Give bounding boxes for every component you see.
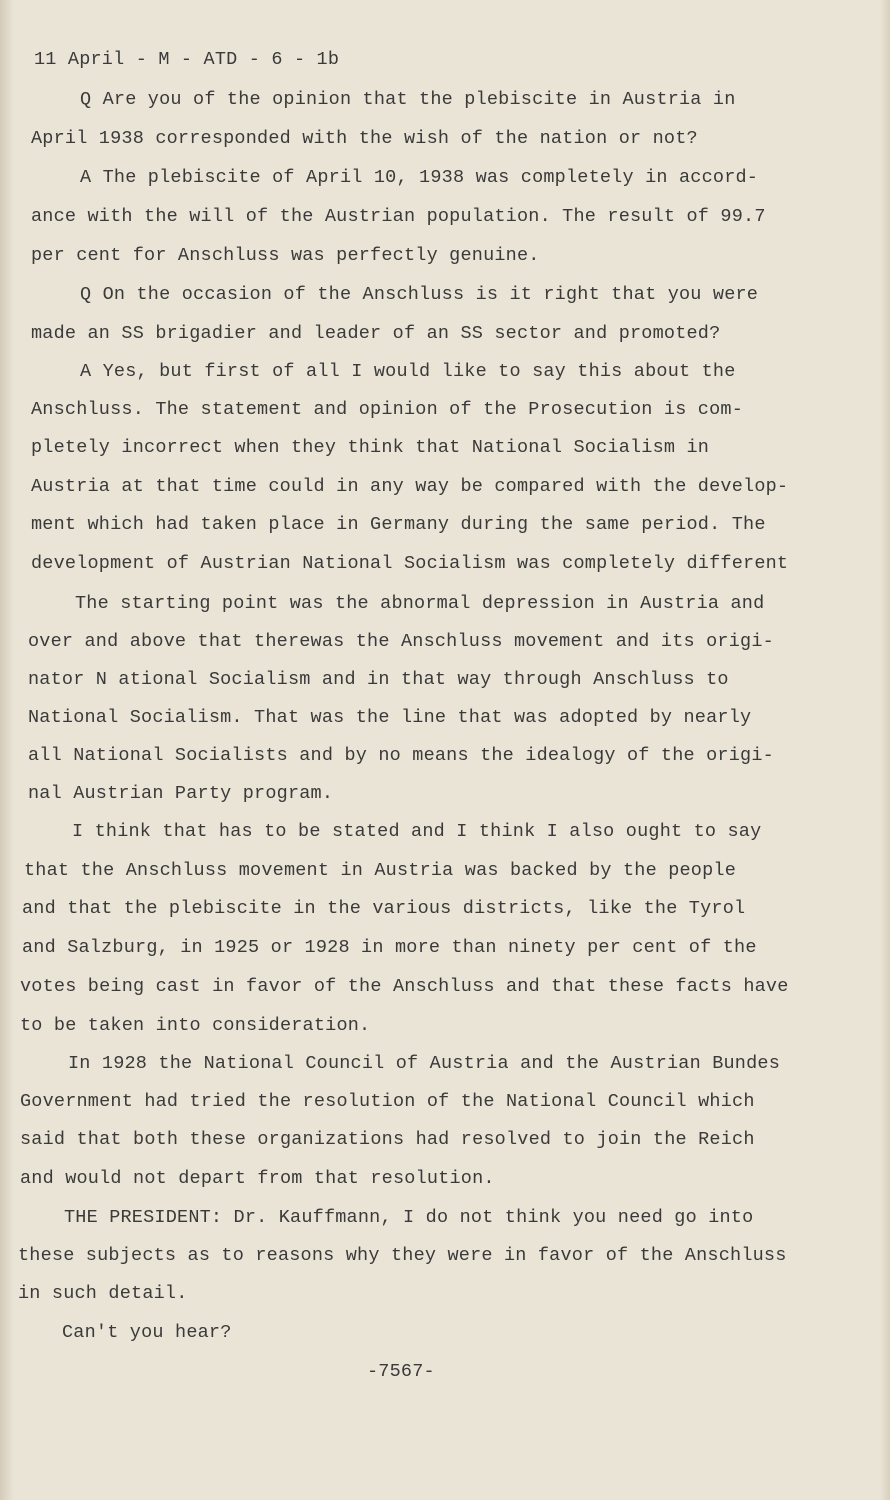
text-line: THE PRESIDENT: Dr. Kauffmann, I do not think you need go into: [64, 1207, 754, 1228]
text-line: per cent for Anschluss was perfectly genuine.: [31, 245, 540, 266]
text-line: Can't you hear?: [62, 1322, 232, 1343]
text-line: these subjects as to reasons why they were in favor of the Anschluss: [18, 1245, 787, 1266]
text-line: all National Socialists and by no means the idealogy of the origi-: [28, 745, 774, 766]
text-line: I think that has to be stated and I think I also ought to say: [72, 821, 762, 842]
text-line: nal Austrian Party program.: [28, 783, 334, 804]
text-line: National Socialism. That was the line that was adopted by nearly: [28, 707, 752, 728]
text-line: pletely incorrect when they think that National Socialism in: [31, 437, 710, 458]
text-line: Q Are you of the opinion that the plebiscite in Austria in: [80, 89, 736, 110]
text-line: Government had tried the resolution of the National Council which: [20, 1091, 755, 1112]
text-line: over and above that therewas the Anschluss movement and its origi-: [28, 631, 774, 652]
text-line: A Yes, but first of all I would like to say this about the: [80, 361, 736, 382]
page-number: -7567-: [367, 1361, 435, 1382]
text-line: The starting point was the abnormal depression in Austria and: [75, 593, 765, 614]
text-line: said that both these organizations had resolved to join the Reich: [20, 1129, 755, 1150]
text-line: and would not depart from that resolution.: [20, 1168, 495, 1189]
text-line: ance with the will of the Austrian population. The result of 99.7: [31, 206, 766, 227]
text-line: and that the plebiscite in the various districts, like the Tyrol: [22, 898, 746, 919]
page-right-edge: [880, 0, 890, 1500]
text-line: development of Austrian National Socialism was completely different: [31, 553, 789, 574]
text-line: Anschluss. The statement and opinion of the Prosecution is com-: [31, 399, 744, 420]
text-line: A The plebiscite of April 10, 1938 was completely in accord-: [80, 167, 759, 188]
text-line: in such detail.: [18, 1283, 188, 1304]
text-line: In 1928 the National Council of Austria and the Austrian Bundes: [68, 1053, 781, 1074]
document-header: 11 April - M - ATD - 6 - 1b: [34, 49, 340, 70]
text-line: made an SS brigadier and leader of an SS sector and promoted?: [31, 323, 721, 344]
text-line: votes being cast in favor of the Anschluss and that these facts have: [20, 976, 789, 997]
text-line: nator N ational Socialism and in that way through Anschluss to: [28, 669, 729, 690]
text-line: ment which had taken place in Germany during the same period. The: [31, 514, 766, 535]
text-line: to be taken into consideration.: [20, 1015, 371, 1036]
text-line: Austria at that time could in any way be compared with the develop-: [31, 476, 789, 497]
text-line: that the Anschluss movement in Austria was backed by the people: [24, 860, 737, 881]
text-line: and Salzburg, in 1925 or 1928 in more than ninety per cent of the: [22, 937, 757, 958]
page-left-edge: [0, 0, 14, 1500]
text-line: Q On the occasion of the Anschluss is it right that you were: [80, 284, 759, 305]
text-line: April 1938 corresponded with the wish of the nation or not?: [31, 128, 698, 149]
